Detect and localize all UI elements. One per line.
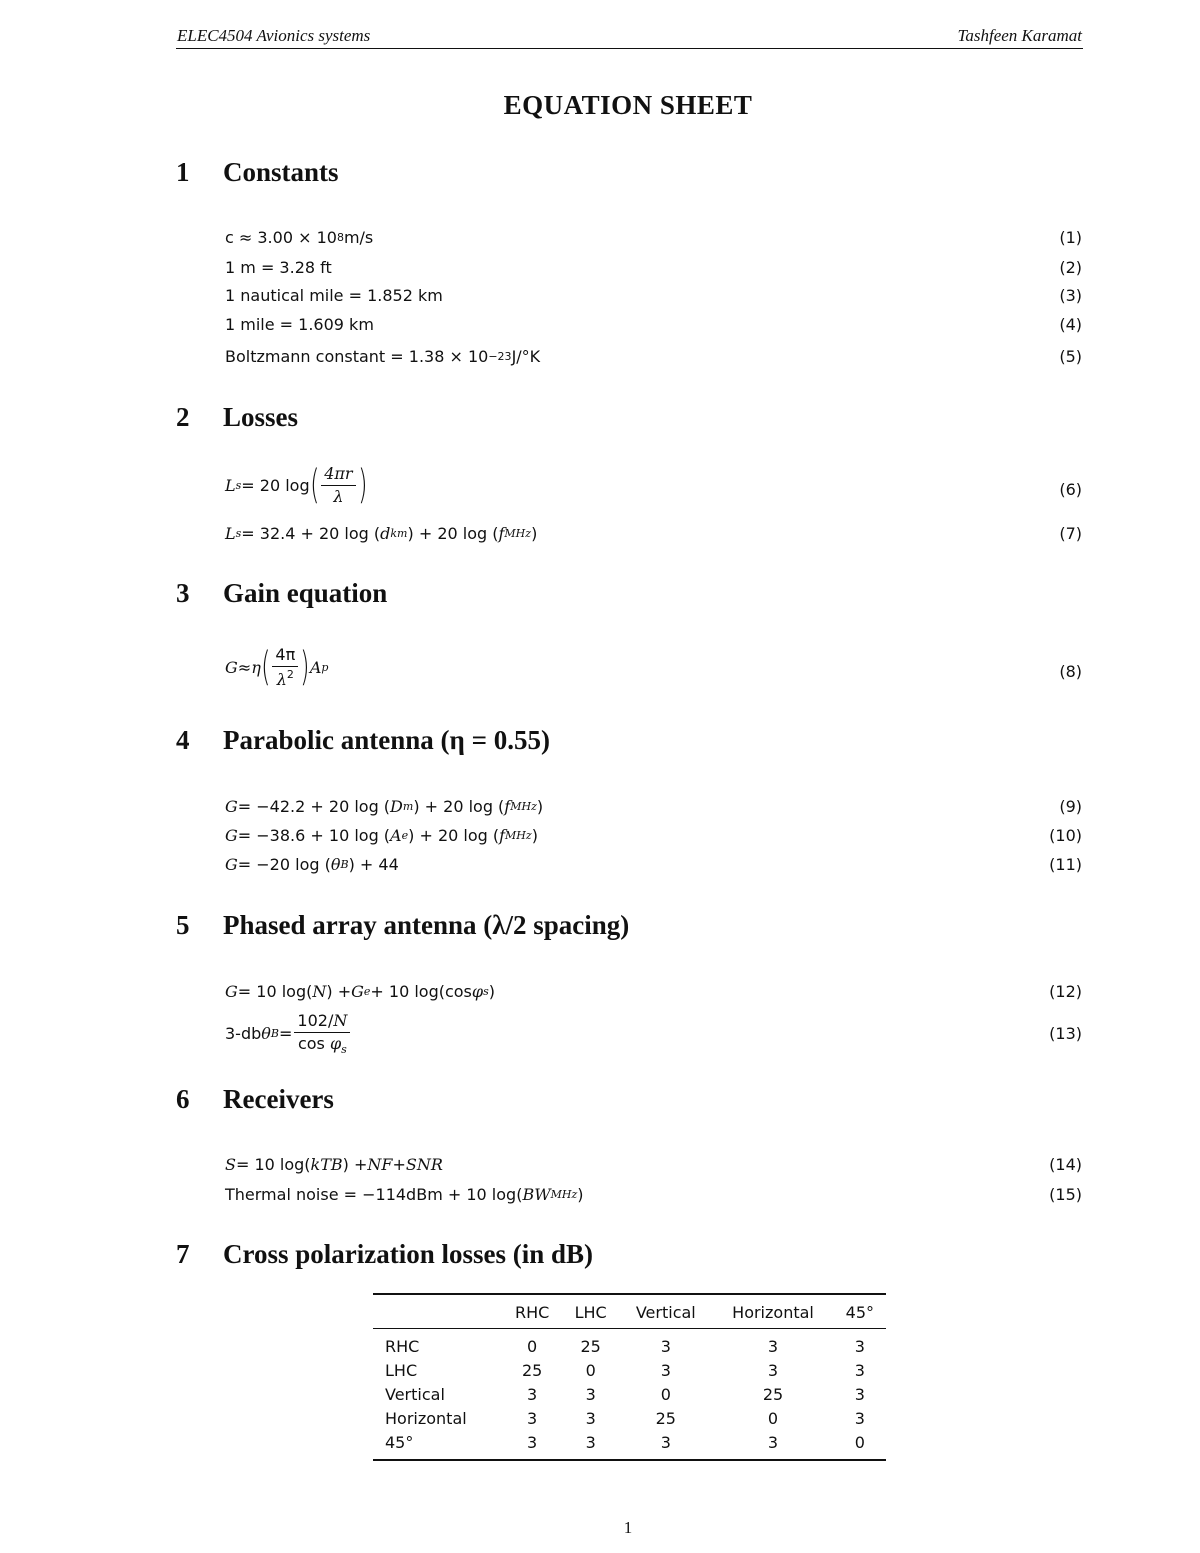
table-cell: 25 bbox=[762, 1384, 784, 1404]
running-header-author: Tashfeen Karamat bbox=[957, 26, 1082, 45]
equation-number: (13) bbox=[1049, 1024, 1082, 1043]
section-heading-phased-array bbox=[176, 910, 629, 941]
equation-4: 1 mile = 1.609 km bbox=[225, 315, 374, 334]
equation-number: (15) bbox=[1049, 1185, 1082, 1204]
equation-6: L s = 20 log ( $\frac{4\pi r}{\lambda}$ ) bbox=[225, 462, 368, 509]
equation-number: (2) bbox=[1059, 258, 1082, 277]
table-cell: 3 bbox=[585, 1432, 596, 1452]
section-title: Losses bbox=[223, 402, 299, 432]
table-cell: 25 bbox=[521, 1360, 543, 1380]
section-title: Gain equation bbox=[223, 578, 388, 608]
column-header: RHC bbox=[502, 1294, 562, 1329]
table-cell: 25 bbox=[580, 1336, 601, 1356]
section-heading-receivers bbox=[176, 1084, 334, 1115]
equation-13: 3-db θ B = $\frac{102/N}{\cos \varphi_s}$ bbox=[225, 1012, 352, 1056]
section-title: Phased array antenna (λ/2 spacing) bbox=[223, 910, 630, 940]
section-number: 6 bbox=[176, 1084, 190, 1114]
column-header: Horizontal bbox=[712, 1294, 833, 1329]
equation-number: (12) bbox=[1049, 982, 1082, 1001]
table-row bbox=[373, 1430, 886, 1460]
table-row bbox=[373, 1358, 886, 1382]
equation-number: (3) bbox=[1059, 286, 1082, 305]
table-cell: 0 bbox=[767, 1408, 779, 1428]
column-header: Vertical bbox=[619, 1294, 712, 1329]
equation-1: c ≈ 3.00 × 10 8 m/s bbox=[225, 228, 374, 247]
table-cell: 3 bbox=[660, 1336, 671, 1356]
table-header-row bbox=[373, 1294, 886, 1329]
table-cell: 3 bbox=[854, 1384, 865, 1404]
row-label: 45° bbox=[385, 1432, 414, 1452]
table-cell: 3 bbox=[527, 1432, 538, 1452]
equation-10: G = −38.6 + 10 log ( A e ) + 20 log ( f MHz ) bbox=[225, 826, 538, 845]
table-cell: 3 bbox=[854, 1360, 865, 1380]
section-number: 4 bbox=[176, 725, 190, 755]
equation-8: G ≈ η ( $\frac{4\pi}{\lambda^2}$ ) A p bbox=[225, 644, 329, 691]
section-number: 7 bbox=[176, 1239, 190, 1269]
column-header bbox=[373, 1294, 502, 1329]
table-cell: 3 bbox=[660, 1360, 671, 1380]
equation-number: (11) bbox=[1049, 855, 1082, 874]
section-heading-cross-polarization bbox=[176, 1239, 593, 1270]
table-cell: 0 bbox=[854, 1432, 865, 1452]
section-title: Receivers bbox=[223, 1084, 334, 1114]
table-cell: 3 bbox=[767, 1432, 779, 1452]
table-cell: 0 bbox=[660, 1384, 671, 1404]
equation-12: G = 10 log( N ) + G e + 10 log(cos φ s ) bbox=[225, 982, 495, 1001]
table-cell: 0 bbox=[527, 1336, 538, 1356]
equation-3: 1 nautical mile = 1.852 km bbox=[225, 286, 443, 305]
section-number: 3 bbox=[176, 578, 190, 608]
running-header-course: ELEC4504 Avionics systems bbox=[177, 26, 371, 45]
section-heading-losses bbox=[176, 402, 298, 433]
section-heading-constants bbox=[176, 157, 339, 188]
table-cell: 3 bbox=[767, 1360, 779, 1380]
page-number: 1 bbox=[623, 1518, 633, 1537]
section-number: 1 bbox=[176, 157, 190, 187]
equation-2: 1 m = 3.28 ft bbox=[225, 258, 332, 277]
table-cell: 3 bbox=[585, 1384, 596, 1404]
column-header: LHC bbox=[562, 1294, 619, 1329]
table-cell: 25 bbox=[655, 1408, 676, 1428]
column-header: 45° bbox=[834, 1294, 886, 1329]
equation-number: (8) bbox=[1059, 662, 1082, 681]
equation-number: (10) bbox=[1049, 826, 1082, 845]
cross-polarization-table bbox=[373, 1293, 886, 1461]
row-label: Vertical bbox=[385, 1384, 445, 1404]
row-label: RHC bbox=[385, 1336, 420, 1356]
equation-number: (1) bbox=[1059, 228, 1082, 247]
equation-15: Thermal noise = −114dBm + 10 log( BW MHz ) bbox=[225, 1185, 584, 1204]
table-cell: 3 bbox=[854, 1408, 865, 1428]
table-cell: 3 bbox=[527, 1384, 538, 1404]
section-heading-parabolic-antenna bbox=[176, 725, 550, 756]
row-label: LHC bbox=[385, 1360, 418, 1380]
section-title: Parabolic antenna (η = 0.55) bbox=[223, 725, 550, 755]
page-title: EQUATION SHEET bbox=[503, 90, 753, 120]
table-cell: 3 bbox=[854, 1336, 865, 1356]
table-cell: 3 bbox=[660, 1432, 671, 1452]
equation-7: L s = 32.4 + 20 log ( d km ) + 20 log ( f MHz ) bbox=[225, 524, 538, 543]
table-row bbox=[373, 1406, 886, 1430]
equation-number: (9) bbox=[1059, 797, 1082, 816]
equation-14: S = 10 log( kTB ) + NF + SNR bbox=[225, 1155, 443, 1174]
table-cell: 3 bbox=[585, 1408, 596, 1428]
equation-number: (6) bbox=[1059, 480, 1082, 499]
equation-number: (7) bbox=[1059, 524, 1082, 543]
table-cell: 0 bbox=[585, 1360, 596, 1380]
table-row bbox=[373, 1382, 886, 1406]
table-cell: 3 bbox=[767, 1336, 779, 1356]
equation-number: (4) bbox=[1059, 315, 1082, 334]
section-heading-gain-equation bbox=[176, 578, 387, 609]
table-row bbox=[373, 1329, 886, 1359]
section-title: Constants bbox=[223, 157, 339, 187]
section-number: 2 bbox=[176, 402, 190, 432]
equation-number: (14) bbox=[1049, 1155, 1082, 1174]
row-label: Horizontal bbox=[385, 1408, 467, 1428]
equation-number: (5) bbox=[1059, 347, 1082, 366]
header-rule bbox=[176, 48, 1083, 49]
equation-9: G = −42.2 + 20 log ( D m ) + 20 log ( f MHz ) bbox=[225, 797, 544, 816]
equation-11: G = −20 log ( θ B ) + 44 bbox=[225, 855, 399, 874]
table-cell: 3 bbox=[527, 1408, 538, 1428]
section-number: 5 bbox=[176, 910, 190, 940]
equation-5: Boltzmann constant = 1.38 × 10 −23 J/°K bbox=[225, 347, 541, 366]
section-title: Cross polarization losses (in dB) bbox=[223, 1239, 594, 1269]
